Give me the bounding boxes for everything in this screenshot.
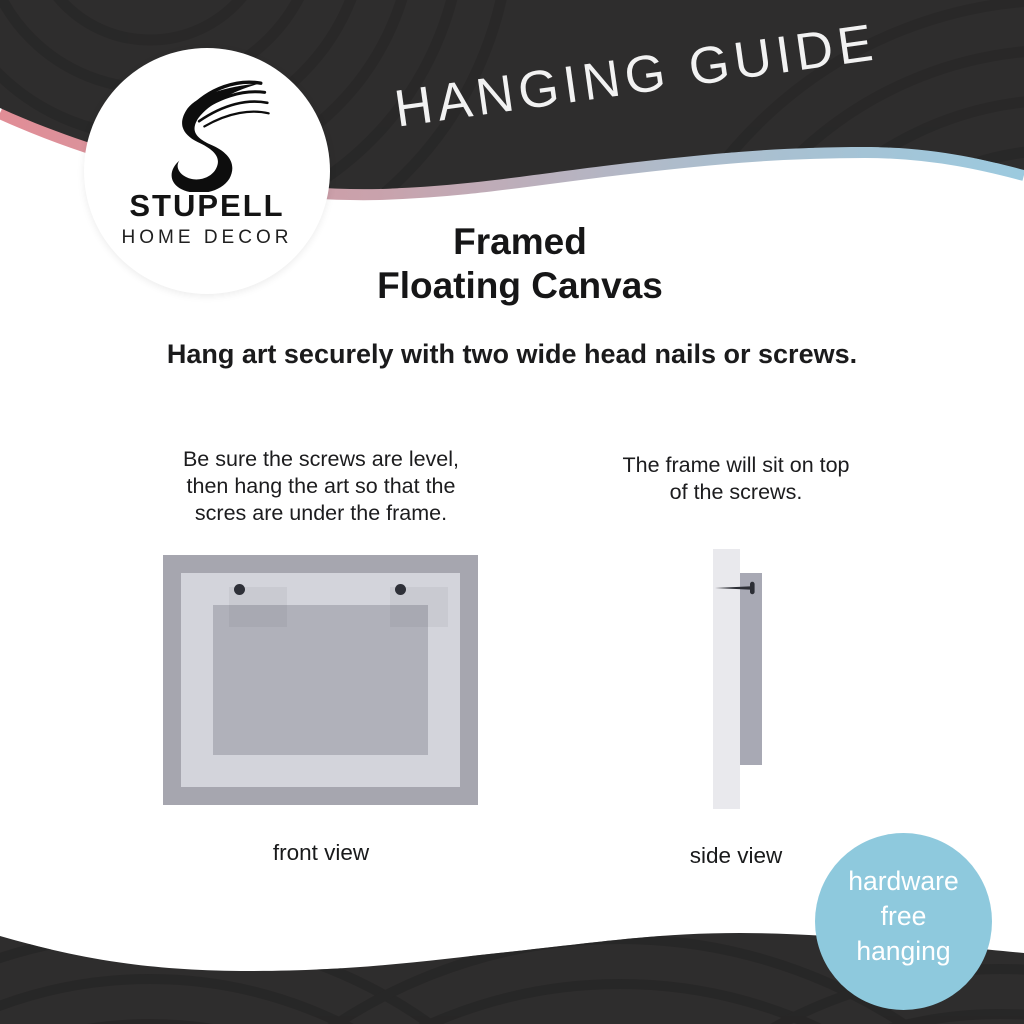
page-title: HANGING GUIDE: [390, 13, 882, 139]
badge-line: hanging: [856, 936, 951, 966]
hardware-free-badge: [815, 833, 992, 1010]
screw-icon: [395, 584, 406, 595]
side-view-frame: [740, 573, 762, 765]
side-view-caption: side view: [689, 843, 783, 868]
front-view-diagram: [163, 555, 478, 805]
nail-icon: [712, 580, 758, 596]
badge-line: hardware: [848, 866, 959, 896]
brand-logo: [84, 48, 330, 294]
badge-line: free: [880, 901, 927, 931]
brand-tagline: HOME DECOR: [121, 227, 293, 248]
front-instruction-line: then hang the art so that the: [186, 474, 456, 498]
side-view-instructions: [556, 452, 916, 506]
product-title-line1: Framed: [453, 221, 587, 262]
side-instruction-line: The frame will sit on top: [622, 453, 850, 477]
side-instruction-line: of the screws.: [669, 480, 803, 504]
badge-text: [815, 833, 992, 969]
front-instruction-line: Be sure the screws are level,: [182, 447, 460, 471]
product-title-line2: Floating Canvas: [377, 265, 663, 306]
stupell-s-swoosh-icon: [141, 74, 273, 192]
main-instruction: Hang art securely with two wide head nails or screws.: [166, 339, 858, 369]
frame-canvas-area: [213, 605, 428, 755]
front-view-instructions: [140, 446, 502, 527]
front-instruction-line: scres are under the frame.: [194, 501, 448, 525]
brand-name: STUPELL: [129, 188, 285, 223]
screw-icon: [234, 584, 245, 595]
front-view-caption: front view: [272, 840, 370, 865]
